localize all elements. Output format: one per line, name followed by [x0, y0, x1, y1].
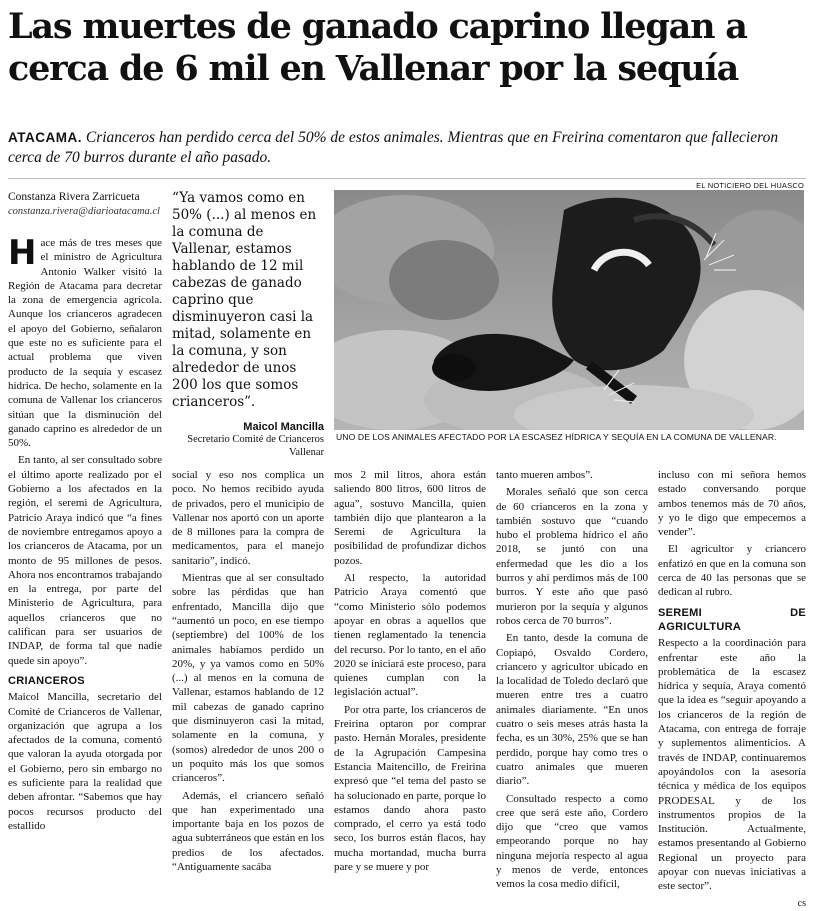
- article-column-2: [172, 468, 324, 877]
- news-photo: [334, 190, 804, 430]
- subhead-seremi: SEREMI DE AGRICULTURA: [658, 606, 806, 633]
- pull-quote-name: Maicol Mancilla: [243, 421, 324, 433]
- byline-email[interactable]: constanza.rivera@diarioatacama.cl: [8, 206, 160, 217]
- paragraph: En tanto, al ser consultado sobre el último aporte realizado por el Gobierno a los afectados en la región, el seremi de Agricultura, Patricio Araya indicó que “a fines de noviembre entregamos apoyo a los crianceros de Atacama, por un monto de 95 millones de pesos. Ahora nos encontramos trabajando en la entrega, por parte del Ministerio de Agricultura, para aquellos crianceros que no califican para ser usuarios de INDAP, de forma tal que nadie quede sin apoyo”.: [8, 454, 162, 667]
- byline-author: Constanza Rivera Zarricueta: [8, 191, 140, 203]
- article-column-1: [8, 233, 162, 836]
- pull-quote-text: “Ya vamos como en 50% (...) al menos en la comuna de Vallenar, estamos hablando de 12 mil cabezas de ganado caprino que disminuyeron casi la mitad, solamente en la comuna, y son alrededor de unos 200 los que somos crianceros”.: [172, 190, 317, 410]
- headline: Las muertes de ganado caprino llegan a cerca de 6 mil en Vallenar por la sequía: [8, 6, 747, 89]
- paragraph: Además, el criancero señaló que han experimentado una importante baja en los pozos de agua subterráneos que están en los predios de los afectados. “Antiguamente sacába: [172, 789, 324, 874]
- paragraph: Por otra parte, los crianceros de Freirina optaron por comprar pasto. Hernán Morales, presidente de la Agrupación Campesina Estancia Maitencillo, de Freirina expresó que “el tema del pasto se ha solucionado en parte, porque lo estamos dando ahora pasto comprado, el cerro ya está todo seco, los burros están flacos, hay mucha mortandad, mucha burra pare y se muere y por: [334, 703, 486, 874]
- paragraph: Respecto a la coordinación para enfrentar este año la problemática de la escasez hídrica y sequía, Araya comentó que la idea es “seguir apoyando a los crianceros de la región de Atacama, con entrega de forraje y suplementos alimenticios. A través de INDAP, continuaremos apoyándolos con la asesoría técnica y médica de los equipos PRODESAL y de los instrumentos propios de la Institución. Actualmente, estamos presentando al Gobierno Regional un proyecto para apoyar con nuevas iniciativas a este sector”.: [658, 637, 806, 893]
- deck: [8, 128, 808, 168]
- subhead-crianceros: CRIANCEROS: [8, 674, 85, 687]
- paragraph: Maicol Mancilla, secretario del Comité de Crianceros de Vallenar, organización que agrupa a los afectados de la comuna, comentó que valoran la ayuda otorgada por el Gobierno, pero sin embargo no es suficiente para la realidad que deben afrontar. “Sabemos que hay pocos recursos producto del estallido: [8, 691, 162, 832]
- paragraph: social y eso nos complica un poco. No hemos recibido ayuda de privados, pero el municipio de Vallenar nos aportó con un aporte de 8 millones para la compra de medicamentos, para el manejo sanitario”, indicó.: [172, 469, 324, 567]
- pull-quote: [172, 190, 324, 459]
- photo-caption: UNO DE LOS ANIMALES AFECTADO POR LA ESCASEZ HÍDRICA Y SEQUÍA EN LA COMUNA DE VALLENAR.: [336, 432, 777, 442]
- goat-photo-illustration: [334, 190, 804, 430]
- paragraph: Consultado respecto a como cree que será este año, Cordero dijo que “creo que vamos empeorando porque no hay ninguna mejoría respecto al agua y menos de verde, entonces vemos la cosa medio difícil,: [496, 792, 648, 891]
- paragraph-text: ace más de tres meses que el ministro de Agricultura Antonio Walker visitó la Región de Atacama para decretar la zona de emergencia agrícola. Aunque los crianceros agradecen el apoyo del Gobierno, señalaron que este no es suficiente para el actual problema que viven producto de la sequía y escasez hídrica. De hecho, solamente en la comuna de Vallenar los crianceros sitúan que la disminución del ganado caprino es alrededor de un 50%.: [8, 237, 162, 450]
- deck-kicker: ATACAMA.: [8, 130, 82, 145]
- pull-quote-role: Secretario Comité de Crianceros Vallenar: [187, 434, 324, 458]
- paragraph: En tanto, desde la comuna de Copiapó, Osvaldo Cordero, criancero y agricultor ubicado en la localidad de Toledo declaró que mueren entre tres a cuatro animales diariamente. “En unos cuatro o seis meses atrás hasta la fecha, es un 30%, 25% que se han perdido, porque hay como tres o cuatro animales que mueren diario”.: [496, 632, 648, 788]
- paragraph: Mientras que al ser consultado sobre las pérdidas que han enfrentado, Mancilla dijo que “aumentó un poco, en ese tiempo (septiembre) del 100% de los animales habíamos perdido un 20%, y ya vamos como en 50% (...) al menos en la comuna de Vallenar, estamos hablando de 12 mil cabezas de ganado caprino que disminuyeron casi la mitad, solamente en la comuna, y (somos) alrededor de unos 200 o un poquito más los que somos crianceros”.: [172, 572, 324, 785]
- deck-text: Crianceros han perdido cerca del 50% de estos animales. Mientras que en Freirina comentaron que fallecieron cerca de 70 burros durante el año pasado.: [8, 129, 779, 166]
- byline: [8, 190, 168, 219]
- paragraph: Al respecto, la autoridad Patricio Araya comentó que “como Ministerio sólo podemos apoyar en obras a aquellos que tienen reglamentado la tenencia del recurso. Por lo tanto, en el año 2020 se iniciará este proceso, para quienes cumplan con la legislación actual”.: [334, 572, 486, 699]
- photo-credit: EL NOTICIERO DEL HUASCO: [696, 181, 804, 190]
- paragraph: El agricultor y criancero enfatizó en que en la comuna son cerca de 40 las personas que se dedican al rubro.: [658, 543, 806, 599]
- end-mark: cs: [797, 897, 806, 909]
- paragraph: Morales señaló que son cerca de 60 crianceros en la zona y también sostuvo que “cuando hubo el problema hídrico el año 2018, se juntó con una enfermedad que les dio a los burros y ahí perdimos más de 100 burros. Y este año que pasó murieron por la sequía y algunos robos cerca de 70 burros”.: [496, 486, 648, 627]
- drop-cap: H: [8, 233, 37, 273]
- article-column-4: [496, 468, 648, 895]
- paragraph: [8, 233, 162, 450]
- article-column-3: [334, 468, 486, 877]
- paragraph: mos 2 mil litros, ahora están saliendo 800 litros, 600 litros de agua”, sostuvo Mancilla, quien también dijo que plantearon a la Seremi de Agricultura la posibilidad de profundizar dichos pozos.: [334, 469, 486, 567]
- paragraph: tanto mueren ambos”.: [496, 469, 593, 481]
- deck-divider: [8, 178, 806, 179]
- article-column-5: [658, 468, 806, 911]
- paragraph: incluso con mi señora hemos estado conversando porque ambos tenemos más de 70 años, y yo le digo que empecemos a vender”.: [658, 469, 806, 539]
